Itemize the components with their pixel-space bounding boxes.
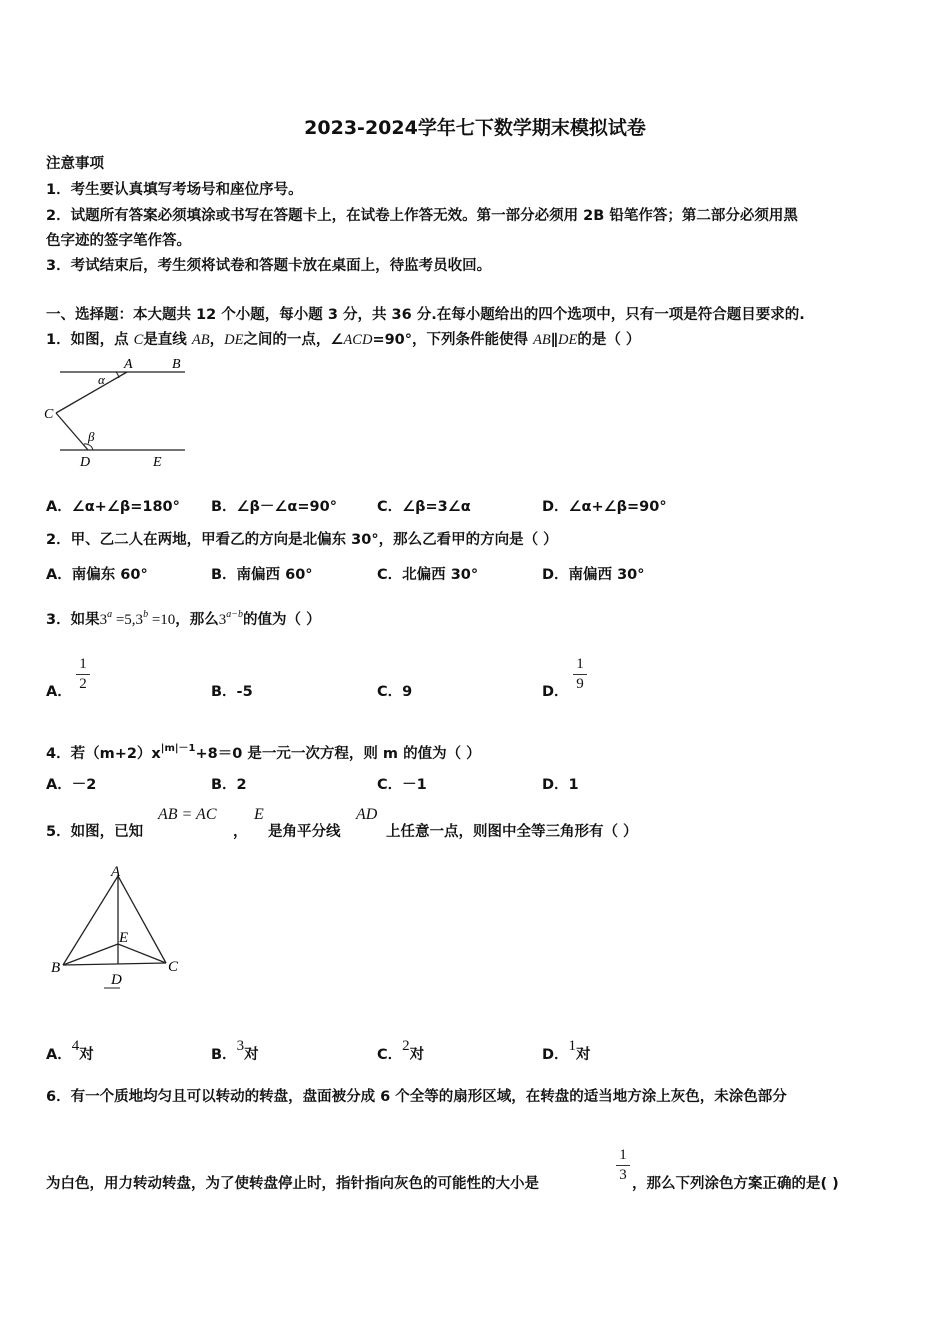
- segment-be: [63, 944, 118, 965]
- q2-option-c[interactable]: C．北偏西 30°: [377, 567, 479, 583]
- q1-option-c[interactable]: C．∠β=3∠α: [377, 499, 471, 515]
- segment-cd: [56, 413, 88, 450]
- label-beta: β: [88, 429, 95, 444]
- q3-option-d-label[interactable]: D．: [542, 684, 569, 700]
- question-1-stem: 1．如图，点 C是直线 AB，DE之间的一点，∠ACD=90°，下列条件能使得 AB∥DE的是（ ）: [46, 332, 641, 348]
- segment-ce: [118, 944, 166, 963]
- question-3-stem: 3．如果$3^a =5,3^b =10$，那么$3^{a-b}$的值为（ ）: [46, 609, 321, 628]
- q3-option-a-label[interactable]: A．: [46, 684, 72, 700]
- q4-option-a[interactable]: A．－2: [46, 777, 97, 793]
- q3-option-a-fraction: 1 2: [76, 656, 90, 693]
- label-e: E: [153, 455, 162, 470]
- label-a: A: [124, 357, 133, 372]
- formula-e: E: [254, 806, 264, 823]
- q2-option-a[interactable]: A．南偏东 60°: [46, 567, 148, 583]
- page-title: 2023-2024学年七下数学期末模拟试卷: [304, 117, 646, 139]
- q5-option-d[interactable]: D．1对: [542, 1038, 591, 1063]
- formula-ab-ac: AB = AC: [158, 806, 217, 823]
- label-alpha: α: [98, 372, 105, 387]
- formula-ad: AD: [356, 806, 378, 823]
- question-6-line-2a: 为白色，用力转动转盘，为了使转盘停止时，指针指向灰色的可能性的大小是: [46, 1176, 539, 1192]
- segment-ab: [63, 876, 118, 965]
- question-4-stem: 4．若$(m+2)x^{|m|-1}+8=0$ 是一元一次方程，则 m 的值为（ ）: [46, 743, 481, 762]
- question-5-stem-mid: 是角平分线: [268, 824, 341, 840]
- segment-ac: [56, 372, 127, 413]
- q2-option-b[interactable]: B．南偏西 60°: [211, 567, 313, 583]
- q3-option-d-fraction: 1 9: [573, 656, 587, 693]
- question-5-stem-post: 上任意一点，则图中全等三角形有（ ）: [386, 824, 638, 840]
- label-b: B: [51, 960, 61, 976]
- notice-heading: 注意事项: [46, 156, 104, 172]
- question-5-stem-pre: 5．如图，已知: [46, 824, 144, 840]
- q1-option-a[interactable]: A．∠α+∠β=180°: [46, 499, 180, 515]
- question-6-fraction: 1 3: [616, 1147, 630, 1184]
- label-e: E: [119, 930, 129, 946]
- label-c: C: [168, 959, 179, 975]
- q2-option-d[interactable]: D．南偏西 30°: [542, 567, 645, 583]
- notice-line: 3．考试结束后，考生须将试卷和答题卡放在桌面上，待监考员收回。: [46, 258, 492, 274]
- segment-bc: [63, 963, 166, 965]
- section-heading: 一、选择题：本大题共 12 个小题，每小题 3 分，共 36 分.在每小题给出的四个选项中，只有一项是符合题目要求的.: [46, 307, 805, 323]
- q3-option-c[interactable]: C．9: [377, 684, 413, 700]
- q5-option-a[interactable]: A．4对: [46, 1038, 94, 1063]
- q1-option-b[interactable]: B．∠β－∠α=90°: [211, 499, 337, 515]
- label-a: A: [111, 864, 121, 880]
- question-6-line-2b: ，那么下列涂色方案正确的是( ): [632, 1176, 839, 1192]
- question-2-stem: 2．甲、乙二人在两地，甲看乙的方向是北偏东 30°，那么乙看甲的方向是（ ）: [46, 532, 558, 548]
- notice-line: 2．试题所有答案必须填涂或书写在答题卡上，在试卷上作答无效。第一部分必须用 2B 铅笔作答；第二部分必须用黑: [46, 208, 798, 224]
- question-5-figure: [48, 860, 188, 995]
- q5-option-c[interactable]: C．2对: [377, 1038, 425, 1063]
- q1-option-d[interactable]: D．∠α+∠β=90°: [542, 499, 667, 515]
- notice-line: 1．考生要认真填写考场号和座位序号。: [46, 182, 303, 198]
- q4-option-b[interactable]: B．2: [211, 777, 247, 793]
- label-b: B: [172, 357, 181, 372]
- q4-option-d[interactable]: D．1: [542, 777, 579, 793]
- question-6-line-1: 6．有一个质地均匀且可以转动的转盘，盘面被分成 6 个全等的扇形区域，在转盘的适当地方涂上灰色，未涂色部分: [46, 1089, 787, 1105]
- question-5-comma: ，: [233, 824, 248, 840]
- label-d: D: [80, 455, 91, 470]
- q4-option-c[interactable]: C．－1: [377, 777, 427, 793]
- label-c: C: [44, 407, 54, 422]
- q5-option-b[interactable]: B．3对: [211, 1038, 259, 1063]
- q3-option-b[interactable]: B．-5: [211, 684, 253, 700]
- label-d: D: [111, 972, 122, 988]
- question-1-figure: [40, 350, 200, 475]
- notice-line: 色字迹的签字笔作答。: [46, 233, 191, 249]
- segment-ac: [118, 876, 166, 963]
